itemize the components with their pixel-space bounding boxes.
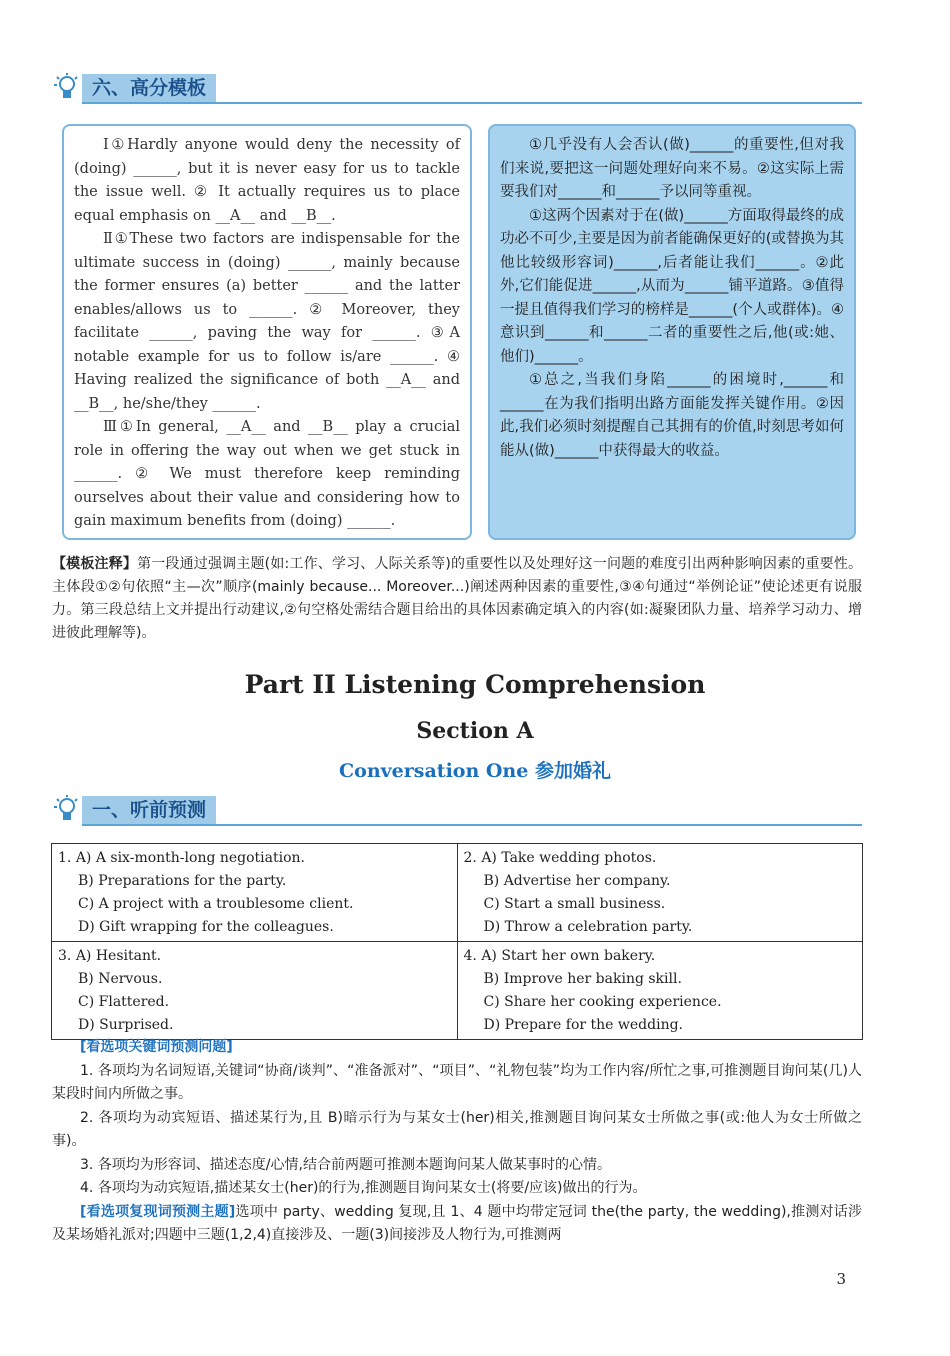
option-a: A) Hesitant. [75, 948, 162, 964]
analysis-item-5-text: 选项中 party、wedding 复现,且 1、4 题中均带定冠词 the(the party, the wedding),推测对话涉及某场婚礼派对;四题中三题(1,2,4)直接涉及、一题(3)间接涉及人物行为,可推测两 [52, 1203, 862, 1243]
template-en-paragraph-2: Ⅱ①These two factors are indispensable for the ultimate success in (doing) ______, mainly because the former ensures (a) better ______ and the latter enables/allows us to ______. ② Moreover, they facilitate ______, paving the way for ______. ③A notable example for us to follow is/are ______. ④ Having realized the significance of both __A__ and __B__, he/she/they ______. [74, 231, 460, 412]
option-c: C) Flattered. [78, 994, 170, 1010]
question-3 [52, 942, 458, 1040]
template-note [52, 553, 862, 645]
lightbulb-icon [54, 794, 80, 826]
question-number: 2. [463, 850, 477, 866]
template-en-paragraph-3: Ⅲ①In general, __A__ and __B__ play a crucial role in offering the way out when we get stuck in ______. ② We must therefore keep reminding ourselves about their value and considering how to gain maximum benefits from (doing) ______. [74, 419, 460, 529]
conversation-title: Conversation One 参加婚礼 [339, 760, 611, 782]
section-header-template [52, 72, 862, 106]
template-chinese-box [488, 124, 856, 540]
option-d: D) Throw a celebration party. [483, 919, 693, 935]
analysis-item-4: 4. 各项均为动宾短语,描述某女士(her)的行为,推测题目询问某女士(将要/应该)做出的行为。 [80, 1180, 647, 1196]
options-table [51, 843, 863, 1040]
analysis-heading-repeat: [看选项复现词预测主题] [80, 1203, 236, 1220]
page-number: 3 [836, 1270, 846, 1288]
option-b: B) Advertise her company. [483, 873, 671, 889]
section-title: 一、听前预测 [82, 796, 216, 824]
question-1 [52, 844, 458, 942]
analysis-item-2: 2. 各项均为动宾短语、描述某行为,且 B)暗示行为与某女士(her)相关,推测题目询问某女士所做之事(或:他人为女士所做之事)。 [52, 1109, 862, 1149]
template-note-label: 【模板注释】 [52, 556, 138, 572]
option-c: C) A project with a troublesome client. [78, 896, 354, 912]
question-2 [457, 844, 863, 942]
option-d: D) Prepare for the wedding. [483, 1017, 683, 1033]
question-number: 4. [463, 948, 477, 964]
question-number: 3. [58, 948, 72, 964]
section-title: 六、高分模板 [82, 74, 216, 102]
section-rule [82, 824, 862, 826]
analysis-item-3: 3. 各项均为形容词、描述态度/心情,结合前两题可推测本题询问某人做某事时的心情。 [80, 1156, 611, 1173]
section-header-prediction [52, 794, 862, 828]
question-number: 1. [58, 850, 72, 866]
option-b: B) Preparations for the party. [78, 873, 287, 889]
option-c: C) Share her cooking experience. [483, 994, 722, 1010]
analysis-item-1: 1. 各项均为名词短语,关键词“协商/谈判”、“准备派对”、“项目”、“礼物包装”均为工作内容/所忙之事,可推测题目询问某(几)人某段时间内所做之事。 [52, 1062, 862, 1102]
section-rule [82, 102, 862, 104]
part-title: Part II Listening Comprehension [244, 670, 706, 699]
option-b: B) Improve her baking skill. [483, 971, 682, 987]
template-zh-paragraph-3: ①总之,当我们身陷______的困境时,______和______在为我们指明出路方面能发挥关键作用。②因此,我们必须时刻提醒自己其拥有的价值,时刻思考如何能从(做)______中获得最大的收益。 [500, 372, 844, 459]
lightbulb-icon [54, 72, 80, 104]
template-note-text: 第一段通过强调主题(如:工作、学习、人际关系等)的重要性以及处理好这一问题的难度引出两种影响因素的重要性。主体段①②句依照“主—次”顺序(mainly because... Moreover...)阐述两种因素的重要性,③④句通过“举例论证”使论述更有说服力。第三段总结上文并提出行动建议,②句空格处需结合题目给出的具体因素确定填入的内容(如:凝聚团队力量、培养学习动力、增进彼此理解等)。 [52, 556, 863, 641]
question-4 [457, 942, 863, 1040]
option-b: B) Nervous. [78, 971, 163, 987]
template-zh-paragraph-1: ①几乎没有人会否认(做)______的重要性,但对我们来说,要把这一问题处理好向来不易。②这实际上需要我们对______和______予以同等重视。 [500, 137, 844, 200]
analysis-heading-keywords: [看选项关键词预测问题] [80, 1039, 233, 1055]
template-en-paragraph-1: Ⅰ①Hardly anyone would deny the necessity of (doing) ______, but it is never easy for us to tackle the issue well. ② It actually requires us to place equal emphasis on __A__ and __B__. [74, 137, 460, 224]
option-d: D) Gift wrapping for the colleagues. [78, 919, 334, 935]
option-a: A) Start her own bakery. [481, 948, 656, 964]
analysis-item-5 [52, 1201, 862, 1248]
option-a: A) Take wedding photos. [481, 850, 657, 866]
section-title-a: Section A [416, 718, 534, 744]
template-english-box [62, 124, 472, 540]
template-zh-paragraph-2: ①这两个因素对于在(做)______方面取得最终的成功必不可少,主要是因为前者能确保更好的(或替换为其他比较级形容词)______,后者能让我们______。②此外,它们能促进______,从而为______铺平道路。③值得一提且值得我们学习的榜样是______(个人或群体)。④意识到______和______二者的重要性之后,他(或:她、他们)______。 [500, 207, 844, 365]
option-c: C) Start a small business. [483, 896, 666, 912]
option-a: A) A six-month-long negotiation. [75, 850, 306, 866]
option-d: D) Surprised. [78, 1017, 174, 1033]
analysis-section [52, 1036, 862, 1248]
